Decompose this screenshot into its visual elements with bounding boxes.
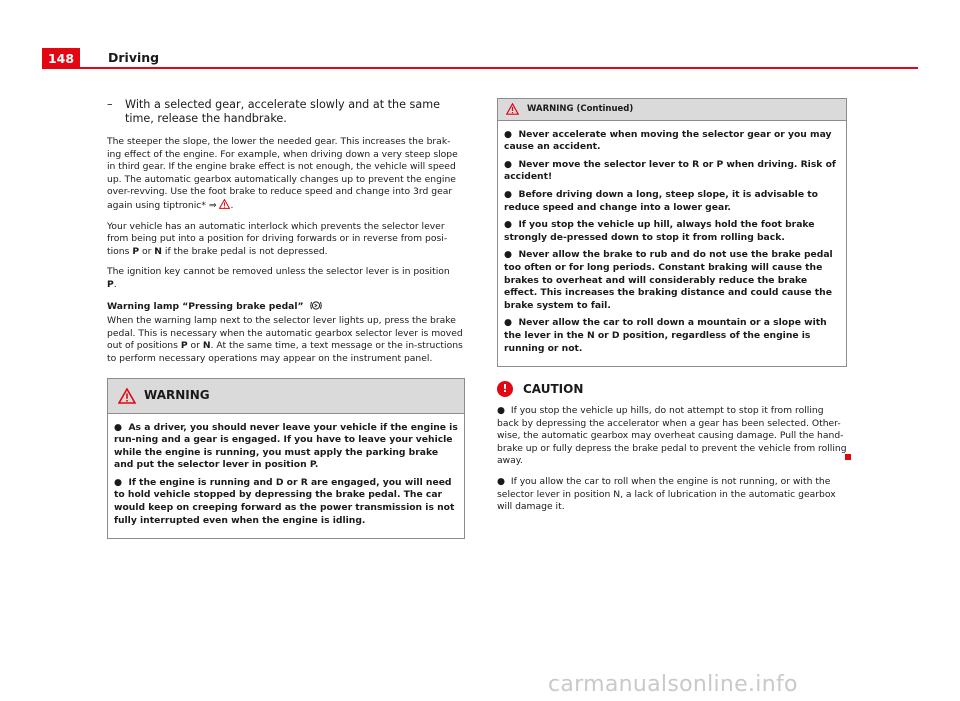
bullet: ● [114,421,123,433]
position-n-lamp: N [202,340,211,352]
caution-item-text: If you allow the car to roll when the engine is not running, or with the selector lever in position N, a lack of lubrication in the automatic gearbox will damage it. [497,476,836,513]
warning-item [114,477,458,527]
paragraph-slope-end: . [230,199,234,211]
step-text: With a selected gear, accelerate slowly and at the same time, release the handbrake. [125,98,441,125]
caution-item [497,405,847,468]
warning-continued-header [498,99,846,121]
warning-lamp-heading-text: Warning lamp “Pressing brake pedal” [107,300,304,312]
paragraph-slope [107,136,464,213]
position-p: P [132,245,140,257]
instruction-step [107,98,464,126]
warning-continued-title: WARNING (Continued) [527,104,634,114]
warning-item [504,317,840,355]
warning-item [114,422,458,472]
watermark: carmanualsonline.info [548,672,798,697]
paragraph-warning-lamp [107,315,464,365]
ignition-text: The ignition key cannot be removed unless the selector lever is in position [107,266,450,278]
warning-item-text: Never accelerate when moving the selector gear or you may cause an accident. [504,128,832,153]
warning-item-text: As a driver, you should never leave your vehicle if the engine is run-ning and a gear is engaged. If you have to leave your vehicle while the engine is running, you must apply the parking brake and put the selector lever in position P. [114,421,458,471]
bullet: ● [504,158,513,170]
bullet: ● [504,317,513,329]
caution-exclamation-icon: ! [497,381,513,397]
bullet: ● [497,476,506,488]
section-title: Driving [108,50,160,65]
bullet: ● [114,476,123,488]
interlock-or: or [141,245,152,257]
paragraph-ignition-key [107,266,464,291]
bullet: ● [504,249,513,261]
bullet: ● [497,405,506,417]
brake-pedal-lamp-icon [310,300,322,311]
caution-title: CAUTION [523,381,584,396]
warning-item-text: If the engine is running and D or R are engaged, you will need to hold vehicle stopped by depressing the brake pedal. The car would keep on creeping forward as the power transmission is not fully interrupted even when the engine is idling. [114,476,455,526]
warning-item [504,189,840,214]
paragraph-interlock [107,221,464,259]
right-column [497,98,847,522]
warning-triangle-icon [118,388,136,404]
warning-triangle-icon [506,103,519,115]
caution-item [497,476,847,514]
warning-item-text: If you stop the vehicle up hill, always hold the foot brake strongly de-pressed down to stop it from rolling back. [504,219,815,243]
position-p-lamp: P [180,340,188,352]
warning-lamp-text-a: When the warning lamp next to the selector lever lights up, press the brake pedal. This is necessary when the automatic gearbox selector lever is moved out of positions [107,315,463,352]
warning-item [504,159,840,184]
header-rule [42,67,918,69]
warning-continued-body [498,121,846,367]
warning-continued-box [497,98,847,367]
warning-lamp-text-b: . At the same time, a text message or the in-structions to perform necessary operations may appear on the instrument panel. [107,340,463,364]
warning-item [504,129,840,154]
caution-item-text: If you stop the vehicle up hills, do not attempt to stop it from rolling back by depressing the accelerator when a gear has been selected. Other-wise, the automatic gearbox may overheat causing damage. Pull the hand-brake up or fully depress the brake pedal to prevent the vehicle from rolling away. [497,405,847,467]
warning-lamp-or: or [190,340,200,352]
position-n: N [154,245,162,257]
warning-box-body [108,414,464,539]
step-dash: – [107,98,113,111]
bullet: ● [504,219,513,231]
warning-title: WARNING [144,388,210,403]
warning-lamp-heading [107,300,464,314]
warning-item-text: Never allow the brake to rub and do not use the brake pedal too often or for long periods. Constant braking will cause the brakes to overheat and will considerably reduce the brake effect. This increases the braking distance and could cause the brake system to fail. [504,249,833,311]
left-column [107,98,464,539]
ignition-end: . [113,278,117,290]
warning-item [504,219,840,244]
warning-box [107,378,465,540]
warning-item-text: Before driving down a long, steep slope, it is advisable to reduce speed and change into a lower gear. [504,188,818,213]
bullet: ● [504,128,513,140]
bullet: ● [504,188,513,200]
paragraph-slope-text: The steeper the slope, the lower the needed gear. This increases the brak-ing effect of the engine. For example, when driving down a very steep slope in third gear. If the engine brake effect is not enough, the vehicle will speed up. The automatic gearbox automatically changes up to prevent the engine over-revving. Use the foot brake to reduce speed and change into 3rd gear again using tiptronic* ⇒ [107,136,458,211]
warning-item [504,249,840,312]
page-number: 148 [42,48,80,68]
caution-heading [497,381,847,397]
warning-item-text: Never allow the car to roll down a mountain or a slope with the lever in the N or D position, regardless of the engine is running or not. [504,317,827,354]
warning-item-text: Never move the selector lever to R or P when driving. Risk of accident! [504,158,836,183]
warning-box-header [108,379,464,414]
interlock-text-a: Your vehicle has an automatic interlock which prevents the selector lever from being put into a position for driving forwards or in reverse from posi-tions [107,220,448,257]
section-end-marker [845,454,851,460]
interlock-text-b: if the brake pedal is not depressed. [164,245,328,257]
position-p-ignition: P [107,278,114,290]
warning-triangle-icon [219,199,230,209]
